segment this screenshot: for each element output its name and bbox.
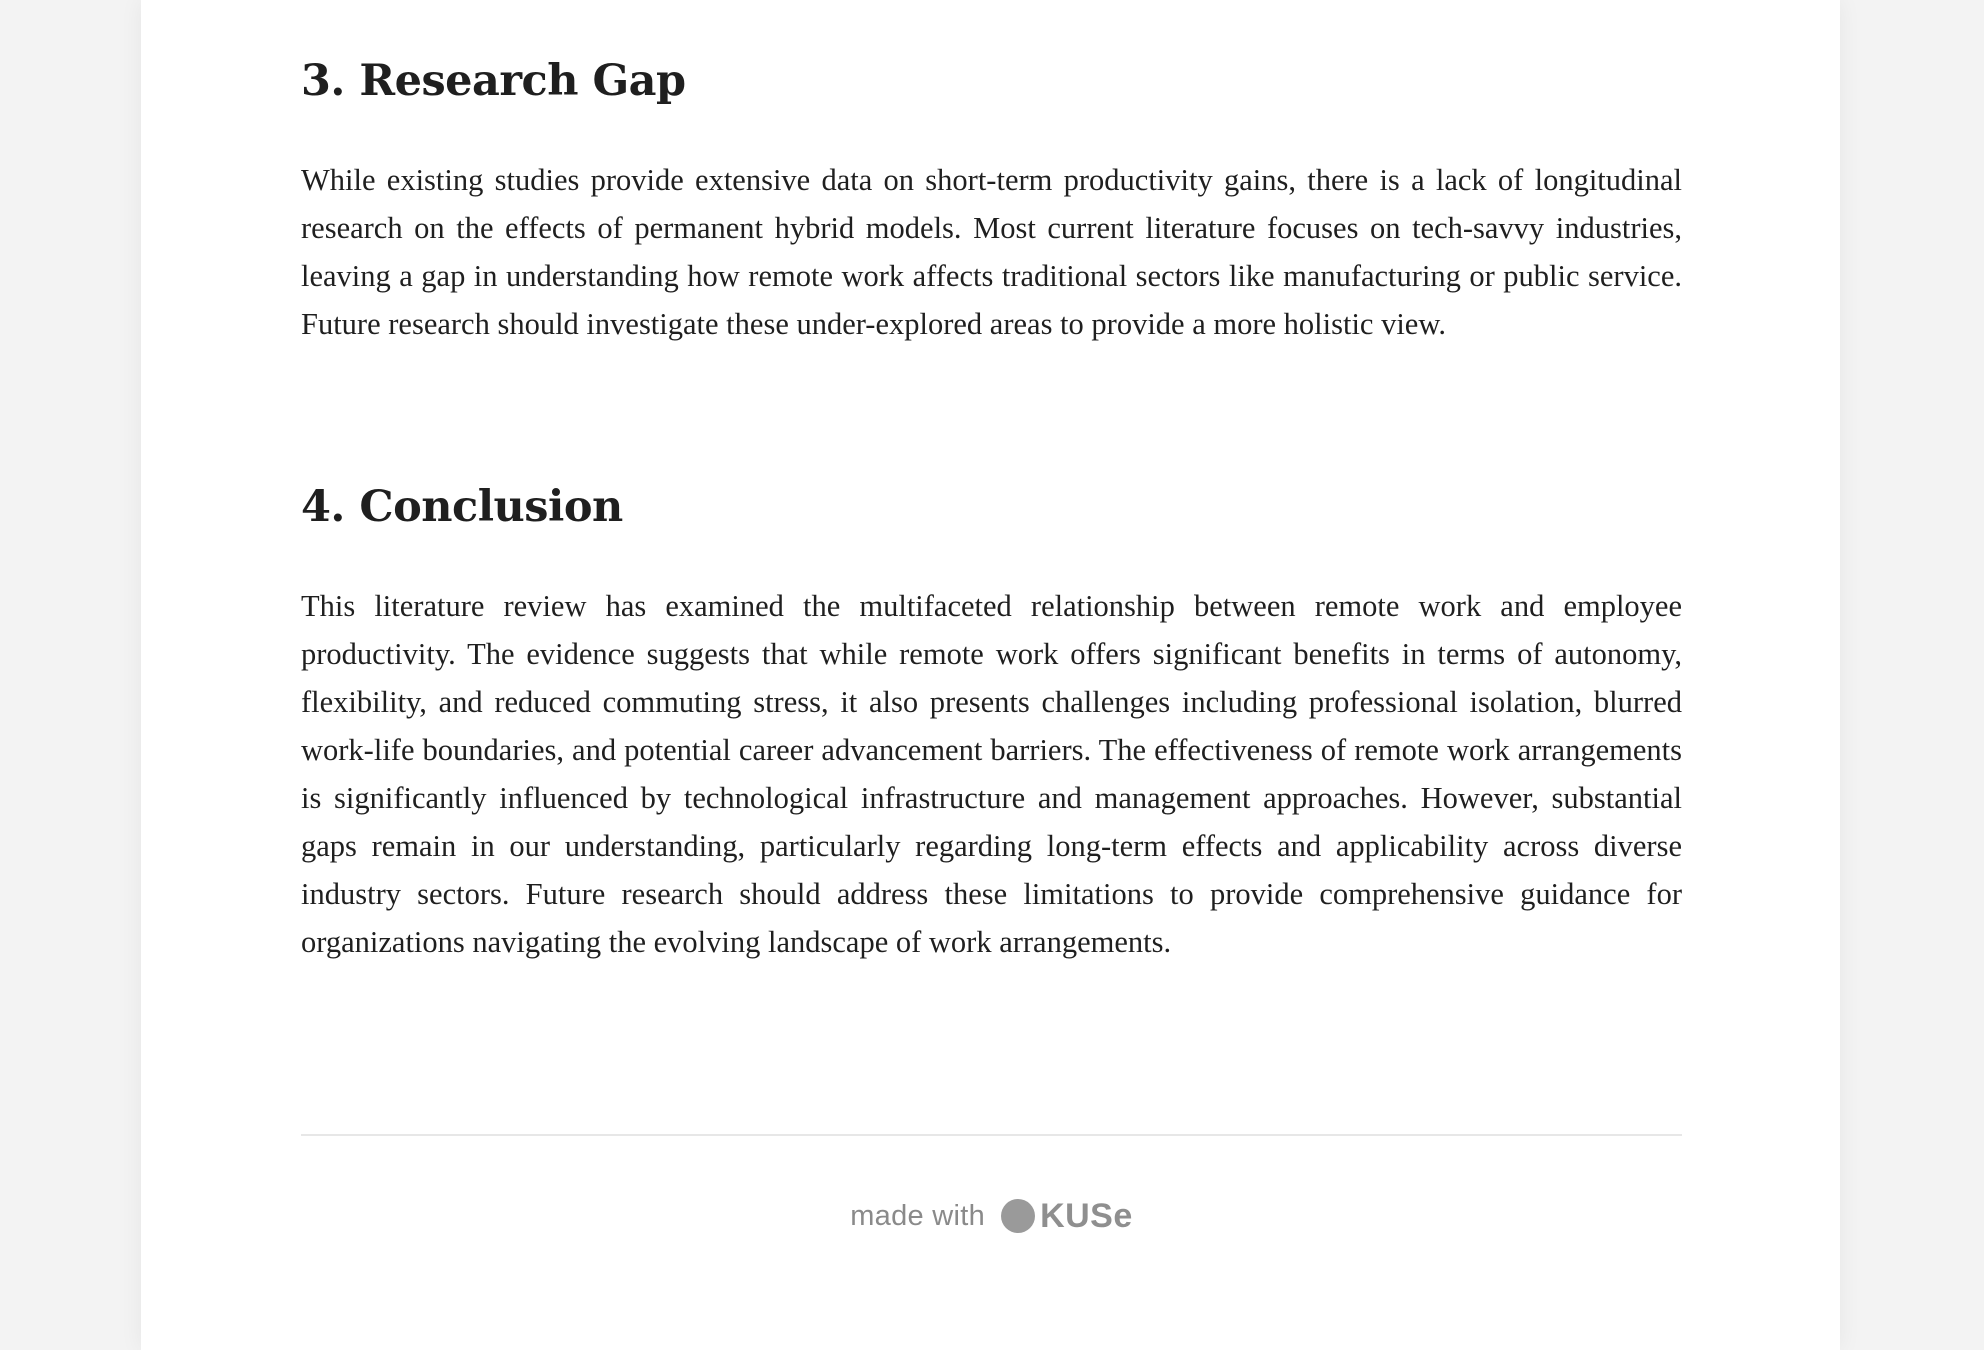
- section-body-conclusion: This literature review has examined the multifaceted relationship between remote work and employee productivity. The evidence suggests that while remote work offers significant benefits in terms of autonomy, flexibility, and reduced commuting stress, it also presents challenges including professional isolation, blurred work-life boundaries, and potential career advancement barriers. The effectiveness of remote work arrangements is significantly influenced by technological infrastructure and management approaches. However, substantial gaps remain in our understanding, particularly regarding long-term effects and applicability across diverse industry sectors. Future research should address these limitations to provide comprehensive guidance for organizations navigating the evolving landscape of work arrangements.: [301, 589, 1682, 959]
- section-heading-conclusion: 4. Conclusion: [301, 482, 623, 532]
- section-heading-research-gap: 3. Research Gap: [301, 56, 686, 106]
- kuse-logo-icon: [1001, 1199, 1035, 1233]
- footer-divider: [301, 1134, 1682, 1136]
- kuse-brand-name: KUSe: [1040, 1196, 1133, 1235]
- section-body-research-gap: While existing studies provide extensive data on short-term productivity gains, there is a lack of longitudinal research on the effects of permanent hybrid models. Most current literature focuses on tech-savvy industries, leaving a gap in understanding how remote work affects traditional sectors like manufacturing or public service. Future research should investigate these under-explored areas to provide a more holistic view.: [301, 163, 1682, 341]
- kuse-logo[interactable]: [1001, 1197, 1133, 1236]
- made-with-footer[interactable]: [301, 1194, 1682, 1238]
- made-with-label: made with: [850, 1199, 986, 1232]
- document-page: [141, 0, 1840, 1350]
